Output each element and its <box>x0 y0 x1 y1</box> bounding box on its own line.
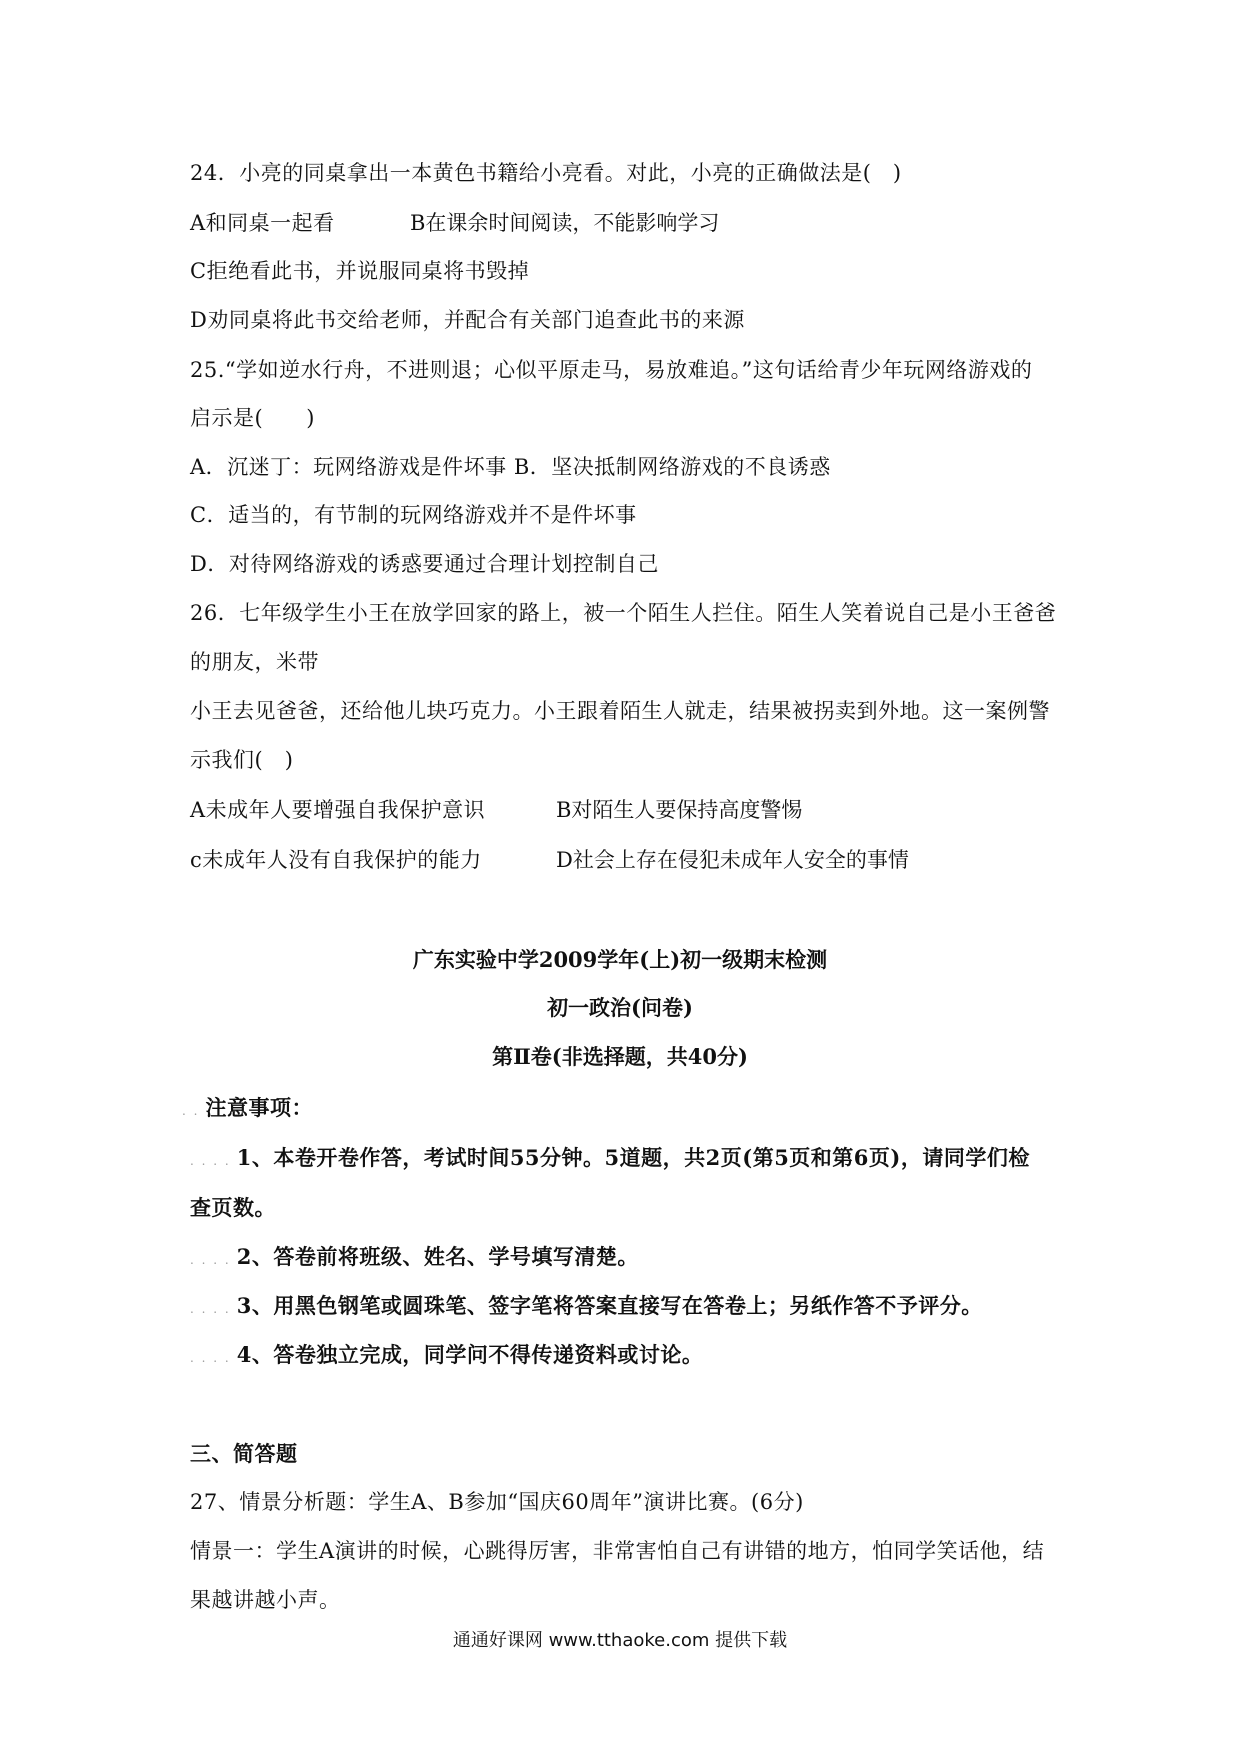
scene1-line2: 果越讲越小声。 <box>190 1588 341 1612</box>
q26-option-d: D社会上存在侵犯未成年人安全的事情 <box>556 848 909 872</box>
leader-dots: . . . . <box>190 1154 231 1168</box>
q25-stem-line2: 启示是( ) <box>190 406 315 430</box>
q27-stem: 27、情景分析题：学生A、B参加“国庆60周年”演讲比赛。(6分) <box>190 1490 804 1514</box>
q24-option-d: D劝同桌将此书交给老师，并配合有关部门追查此书的来源 <box>190 308 745 332</box>
q24-option-c: C拒绝看此书，并说服同桌将书毁掉 <box>190 259 530 283</box>
q25-option-ab: A．沉迷丁：玩网络游戏是件坏事 B．坚决抵制网络游戏的不良诱惑 <box>190 455 831 479</box>
note-1-row <box>190 1143 1030 1176</box>
q25-option-c: C．适当的，有节制的玩网络游戏并不是件坏事 <box>190 503 637 527</box>
q26-stem-line4: 示我们( ) <box>190 748 294 772</box>
exam-title: 广东实验中学2009学年(上)初一级期末检测 <box>412 947 828 972</box>
notes-title-row <box>182 1093 313 1126</box>
leader-dots: . . . . <box>190 1253 231 1267</box>
note-1-line1: 1、本卷开卷作答，考试时间55分钟。5道题，共2页(第5页和第6页)，请同学们检 <box>236 1145 1030 1170</box>
notes-title: 注意事项： <box>205 1095 313 1120</box>
exam-subtitle: 初一政治(问卷) <box>547 995 693 1020</box>
q24-option-b: B在课余时间阅读，不能影响学习 <box>410 211 720 235</box>
q26-option-c: c未成年人没有自我保护的能力 <box>190 848 482 872</box>
q26-option-b: B对陌生人要保持高度警惕 <box>556 798 803 822</box>
note-1-line2: 查页数。 <box>190 1195 276 1220</box>
q24-option-a: A和同桌一起看 <box>190 211 335 235</box>
note-3: 3、用黑色钢笔或圆珠笔、签字笔将答案直接写在答卷上；另纸作答不予评分。 <box>236 1293 983 1318</box>
q24-stem: 24．小亮的同桌拿出一本黄色书籍给小亮看。对此，小亮的正确做法是( ) <box>190 161 902 185</box>
leader-dots: . . <box>182 1104 200 1118</box>
q26-stem-line3: 小王去见爸爸，还给他儿块巧克力。小王跟着陌生人就走，结果被拐卖到外地。这一案例警 <box>190 699 1050 723</box>
q26-stem-line1: 26．七年级学生小王在放学回家的路上，被一个陌生人拦住。陌生人笑着说自己是小王爸爸 <box>190 601 1057 625</box>
footer-credit: 通通好课网 www.tthaoke.com 提供下载 <box>452 1630 788 1651</box>
note-2-row <box>190 1242 639 1275</box>
section-title: 三、简答题 <box>190 1441 298 1466</box>
note-2: 2、答卷前将班级、姓名、学号填写清楚。 <box>236 1244 639 1269</box>
q25-stem-line1: 25.“学如逆水行舟，不进则退；心似平原走马，易放难追。”这句话给青少年玩网络游戏的 <box>190 358 1033 382</box>
note-4-row <box>190 1340 703 1373</box>
scene1-line1: 情景一：学生A演讲的时候，心跳得厉害，非常害怕自己有讲错的地方，怕同学笑话他，结 <box>190 1539 1045 1563</box>
leader-dots: . . . . <box>190 1351 231 1365</box>
q26-option-a: A未成年人要增强自我保护意识 <box>190 798 486 822</box>
leader-dots: . . . . <box>190 1302 231 1316</box>
q25-option-d: D．对待网络游戏的诱惑要通过合理计划控制自己 <box>190 552 659 576</box>
note-3-row <box>190 1291 983 1324</box>
q26-stem-line2: 的朋友，米带 <box>190 650 319 674</box>
part-heading: 第Ⅱ卷(非选择题，共40分) <box>492 1044 748 1069</box>
note-4: 4、答卷独立完成，同学问不得传递资料或讨论。 <box>236 1342 704 1367</box>
